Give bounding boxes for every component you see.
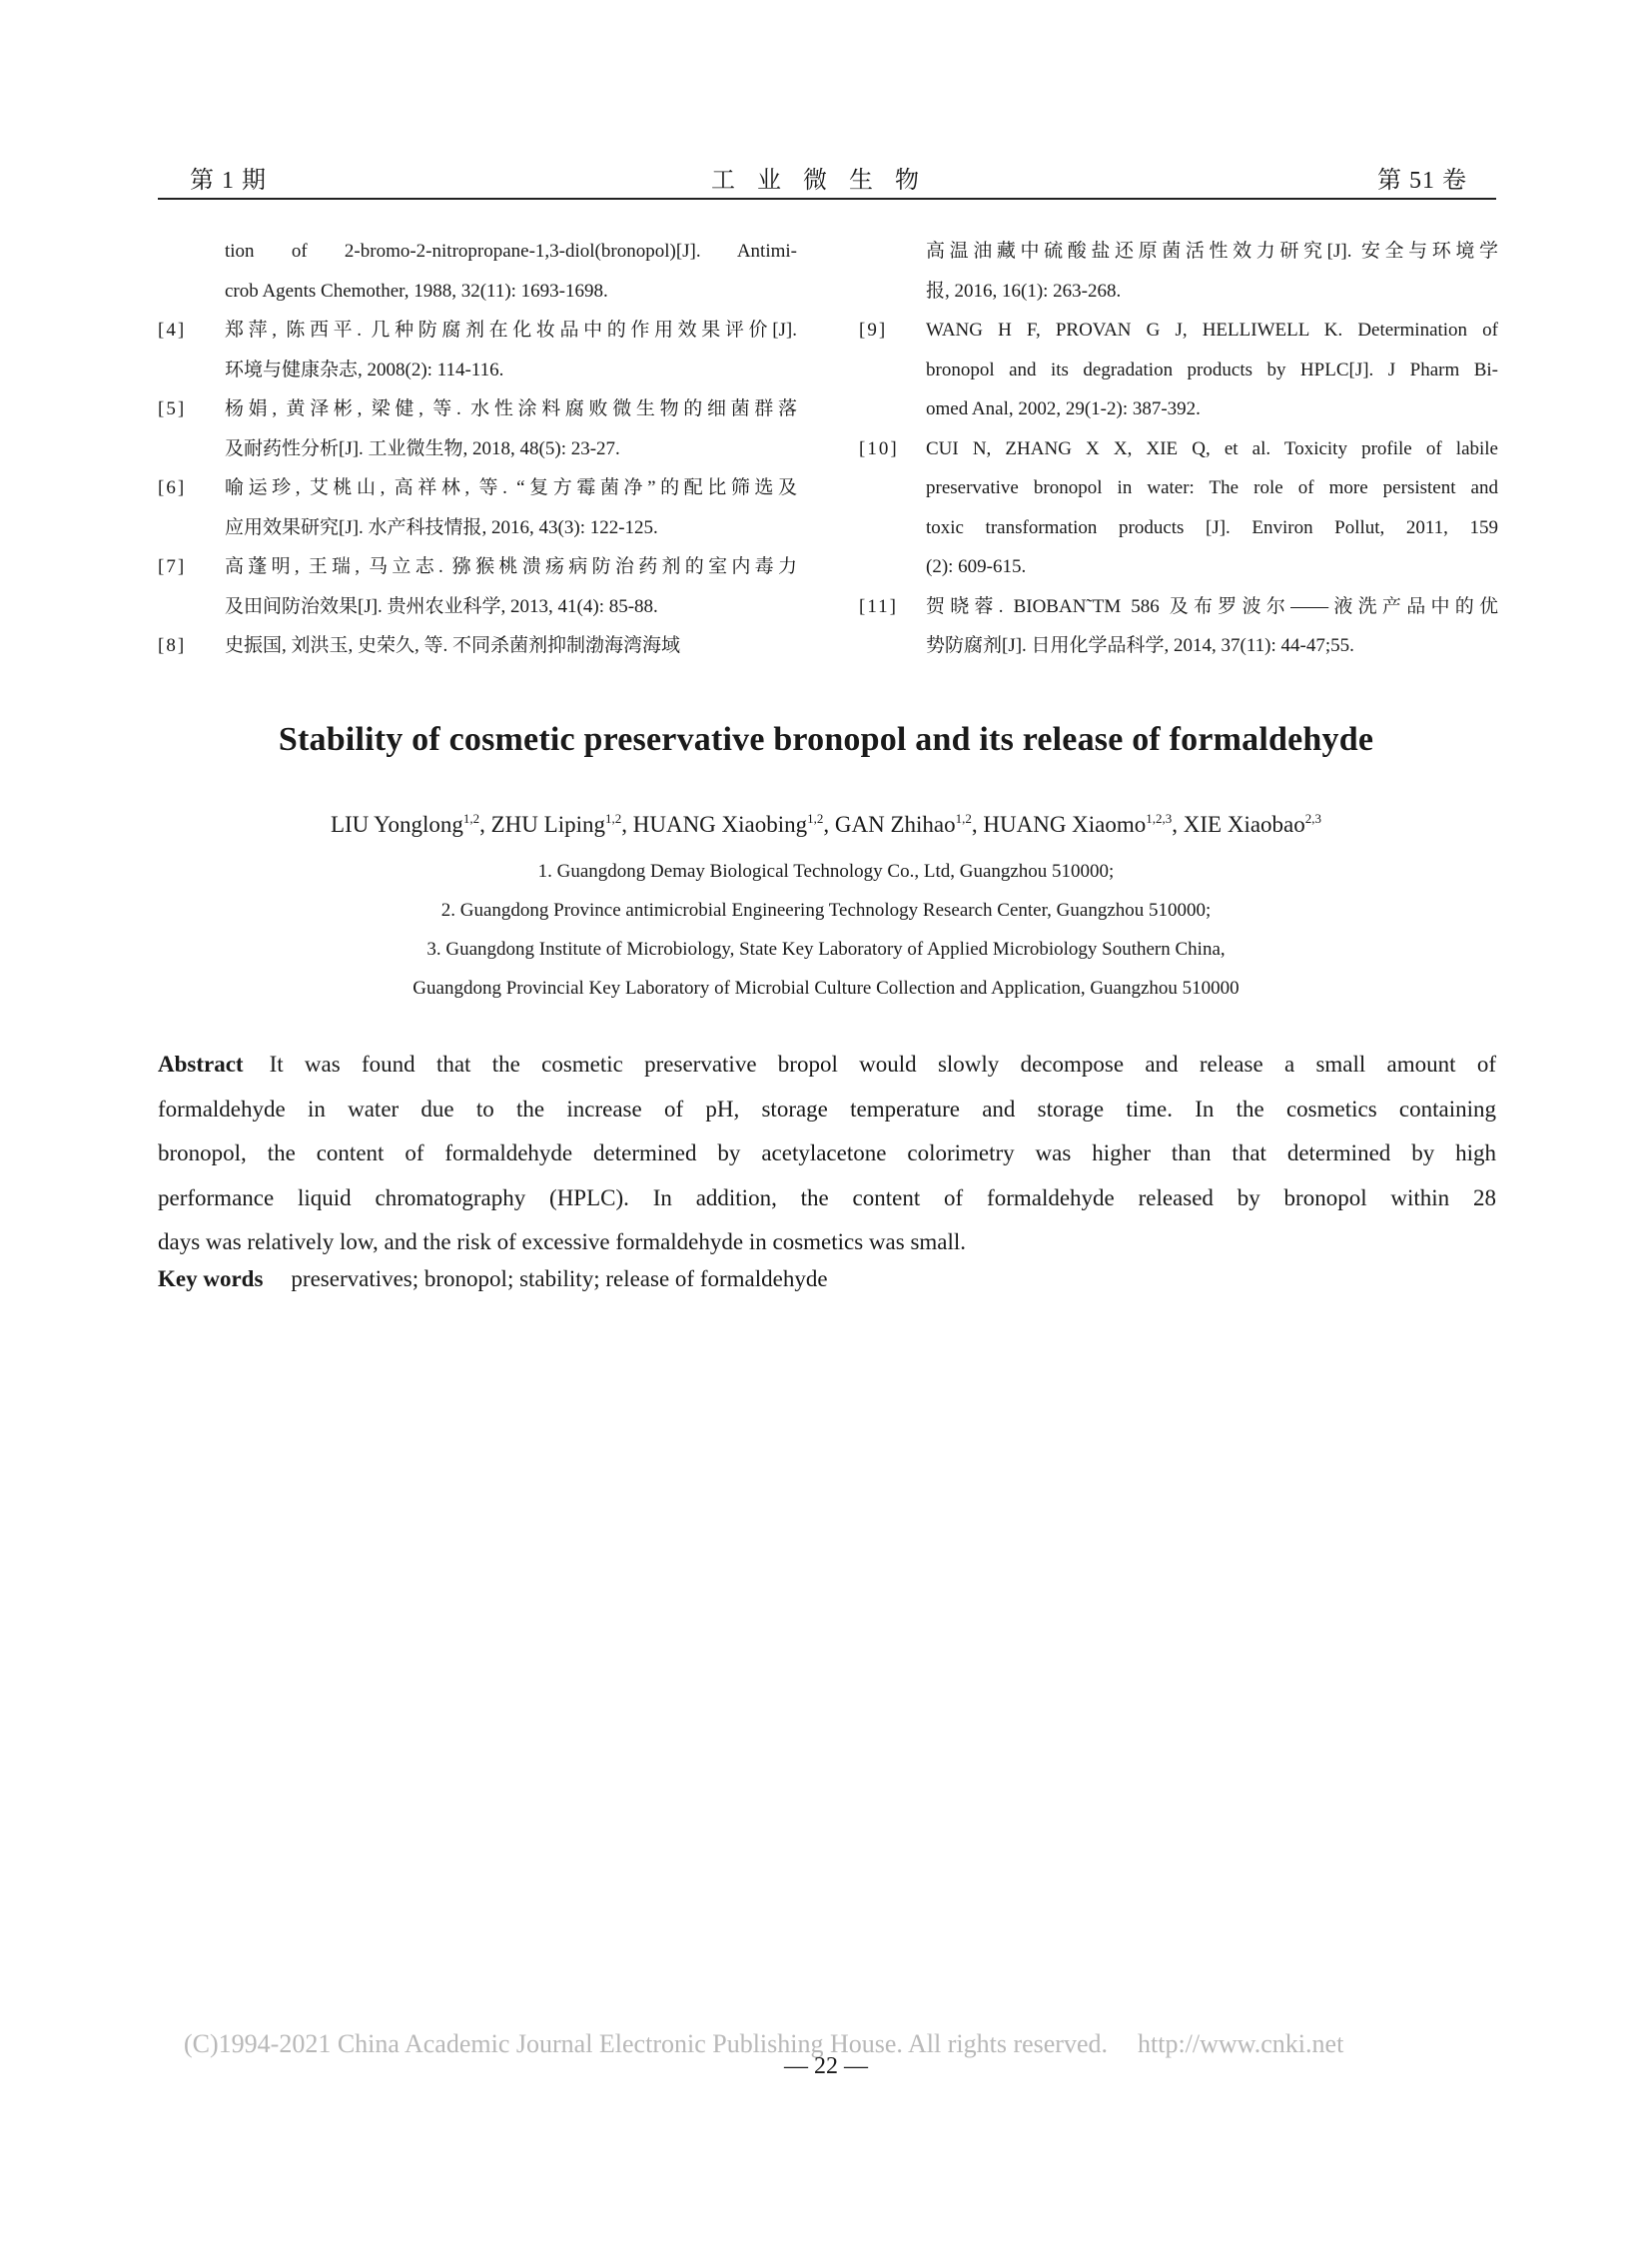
author-affiliation-sup: 2,3 — [1304, 811, 1322, 826]
author-list: LIU Yonglong$^{1,2}$, ZHU Liping$^{1,2}$, HUANG Xiaobing$^{1,2}$, GAN Zhihao$^{1,2}$, HUANG Xiaomo$^{1,2,3}$, XIE Xiaobao$^{2,3}$ — [330, 811, 1322, 837]
reference-item — [859, 311, 1498, 429]
reference-text-line: 环境与健康杂志, 2008(2): 114-116. — [225, 359, 504, 380]
author-name: ZHU Liping — [490, 812, 605, 837]
reference-text-line: 及田间防治效果[J]. 贵州农业科学, 2013, 41(4): 85-88. — [225, 595, 658, 617]
abstract-line: days was relatively low, and the risk of excessive formaldehyde in cosmetics was small. — [158, 1229, 967, 1254]
reference-item — [859, 429, 1498, 587]
author-affiliation-sup: 1,2 — [462, 811, 480, 826]
page-number: — 22 — — [784, 2053, 868, 2079]
author-affiliation-sup: 1,2 — [604, 811, 622, 826]
author-affiliation-sup: 1,2 — [807, 811, 824, 826]
reference-number: [6] — [158, 477, 187, 498]
author-name: XIE Xiaobao — [1183, 812, 1305, 837]
reference-text-line: CUI N, ZHANG X X, XIE Q, et al. Toxicity profile of labile — [926, 437, 1498, 459]
reference-item — [158, 468, 797, 547]
reference-text-line: bronopol and its degradation products by HPLC[J]. J Pharm Bi- — [926, 359, 1498, 380]
affiliation-3-cont: Guangdong Provincial Key Laboratory of Microbial Culture Collection and Application, Guangzhou 510000 — [413, 978, 1239, 999]
reference-item — [158, 626, 797, 666]
reference-number: [5] — [158, 398, 187, 419]
reference-text-line: tion of 2-bromo-2-nitropropane-1,3-diol(bronopol)[J]. Antimi- — [225, 241, 797, 262]
reference-number: [9] — [859, 320, 888, 341]
abstract-line: performance liquid chromatography (HPLC). In addition, the content of formaldehyde released by bronopol within 28 — [158, 1184, 1496, 1210]
reference-text-line: 报, 2016, 16(1): 263-268. — [926, 280, 1122, 302]
reference-text-line: 高蓬明, 王瑞, 马立志. 猕猴桃溃疡病防治药剂的室内毒力 — [225, 556, 797, 577]
reference-text-line: 高温油藏中硫酸盐还原菌活性效力研究[J]. 安全与环境学 — [926, 241, 1498, 262]
volume-label: 第 51 卷 — [1377, 168, 1467, 194]
abstract-label: Abstract — [158, 1052, 244, 1077]
reference-text-line: 势防腐剂[J]. 日用化学品科学, 2014, 37(11): 44-47;55. — [926, 635, 1354, 656]
keywords — [158, 1266, 828, 1292]
keywords-text: preservatives; bronopol; stability; release of formaldehyde — [291, 1266, 828, 1291]
reference-number: [4] — [158, 320, 187, 341]
affiliation-3: 3. Guangdong Institute of Microbiology, State Key Laboratory of Applied Microbiology Southern China, — [426, 939, 1226, 960]
english-title: Stability of cosmetic preservative bronopol and its release of formaldehyde — [278, 721, 1374, 758]
reference-item — [859, 232, 1498, 311]
reference-text-line: (2): 609-615. — [926, 556, 1027, 577]
reference-item — [158, 547, 797, 626]
reference-text-line: 应用效果研究[J]. 水产科技情报, 2016, 43(3): 122-125. — [225, 516, 658, 538]
reference-item — [158, 311, 797, 389]
author — [633, 812, 824, 837]
copyright-watermark: (C)1994-2021 China Academic Journal Electronic Publishing House. All rights reserved. http://www.cnki.net — [184, 2029, 1344, 2058]
author-name: GAN Zhihao — [834, 812, 956, 837]
reference-item — [158, 389, 797, 468]
references-left-column — [158, 232, 797, 666]
author — [1184, 812, 1321, 837]
abstract-line: bronopol, the content of formaldehyde determined by acetylacetone colorimetry was higher than that determined by high — [158, 1140, 1496, 1165]
author-name: HUANG Xiaobing — [632, 812, 808, 837]
author — [491, 812, 622, 837]
author — [331, 812, 479, 837]
reference-text-line: crob Agents Chemother, 1988, 32(11): 1693-1698. — [225, 280, 608, 302]
references-right-column — [859, 232, 1498, 666]
abstract-line: Abstract It was found that the cosmetic preservative bropol would slowly decompose and release a small amount of — [158, 1052, 1496, 1077]
affiliation-2: 2. Guangdong Province antimicrobial Engineering Technology Research Center, Guangzhou 510000; — [440, 900, 1212, 921]
reference-text-line: toxic transformation products [J]. Environ Pollut, 2011, 159 — [926, 516, 1498, 538]
journal-name: 工业微生物 — [711, 168, 941, 194]
reference-number: [8] — [158, 635, 187, 656]
reference-item — [158, 232, 797, 311]
reference-text-line: omed Anal, 2002, 29(1-2): 387-392. — [926, 398, 1201, 419]
issue-label: 第 1 期 — [190, 168, 267, 194]
reference-number: [7] — [158, 556, 187, 577]
reference-number: [10] — [859, 437, 899, 459]
reference-text-line: 史振国, 刘洪玉, 史荣久, 等. 不同杀菌剂抑制渤海湾海域 — [225, 635, 681, 656]
author-affiliation-sup: 1,2,3 — [1146, 811, 1173, 826]
reference-text-line: 及耐药性分析[J]. 工业微生物, 2018, 48(5): 23-27. — [225, 437, 620, 459]
cnki-link[interactable]: http://www.cnki.net — [1138, 2029, 1344, 2058]
author — [983, 812, 1172, 837]
reference-text-line: 郑萍, 陈西平. 几种防腐剂在化妆品中的作用效果评价[J]. — [225, 320, 797, 341]
reference-text-line: 喻运珍, 艾桃山, 高祥林, 等. “复方霉菌净”的配比筛选及 — [225, 477, 797, 498]
reference-text-line: WANG H F, PROVAN G J, HELLIWELL K. Determination of — [926, 320, 1498, 341]
header-rule — [158, 198, 1496, 200]
reference-text-line: 杨娟, 黄泽彬, 梁健, 等. 水性涂料腐败微生物的细菌群落 — [225, 398, 797, 419]
author — [835, 812, 972, 837]
abstract — [158, 1043, 1496, 1265]
reference-item — [859, 587, 1498, 666]
keywords-label: Key words — [158, 1266, 264, 1291]
abstract-line: formaldehyde in water due to the increase of pH, storage temperature and storage time. In the cosmetics containing — [158, 1096, 1496, 1121]
reference-text-line: 贺晓蓉. BIOBAN˜TM 586 及布罗波尔——液洗产品中的优 — [926, 595, 1498, 617]
reference-text-line: preservative bronopol in water: The role of more persistent and — [926, 477, 1498, 498]
reference-number: [11] — [859, 595, 898, 617]
author-affiliation-sup: 1,2 — [955, 811, 972, 826]
affiliation-1: 1. Guangdong Demay Biological Technology Co., Ltd, Guangzhou 510000; — [537, 861, 1115, 882]
author-name: LIU Yonglong — [330, 812, 463, 837]
author-name: HUANG Xiaomo — [983, 812, 1147, 837]
